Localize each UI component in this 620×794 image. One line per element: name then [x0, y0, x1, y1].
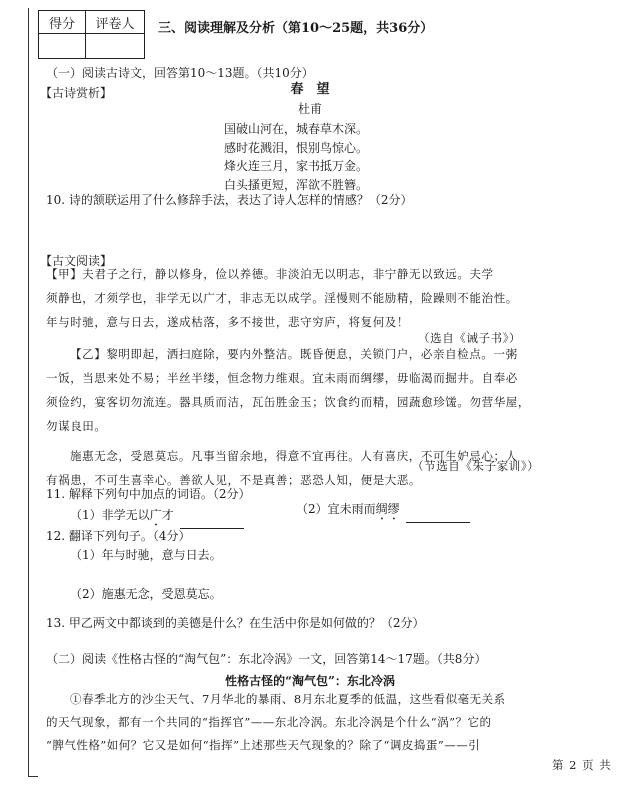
- paragraph-line: 的天气现象，都有一个共同的“指挥官”——东北冷涡。东北冷涡是个什么“涡”？它的: [46, 715, 492, 729]
- q11-item-2-prefix: （2）宜未雨而: [296, 502, 376, 516]
- passage-line: 一饭，当思来处不易；半丝半缕，恒念物力维艰。宜未雨而绸缪，毋临渴而掘井。自奉必: [46, 371, 518, 385]
- passage-line: 【甲】夫君子之行，静以修身，俭以养德。非淡泊无以明志，非宁静无以致远。夫学: [46, 267, 494, 281]
- poem-line: 白头搔更短，浑欲不胜簪。: [224, 177, 369, 192]
- q11-item-2-blank[interactable]: [406, 521, 470, 523]
- grader-cell[interactable]: [86, 34, 145, 59]
- score-label: 得分: [39, 11, 86, 34]
- passage-jia: [46, 262, 518, 334]
- left-margin-line: [28, 8, 29, 776]
- part2-title: 性格古怪的“淘气包”：东北冷涡: [225, 674, 395, 688]
- passage-line: 年与时驰，意与日去，遂成枯落，多不接世，悲守穷庐，将复何及！: [46, 315, 409, 329]
- question-10: 10. 诗的颔联运用了什么修辞手法，表达了诗人怎样的情感？（2分）: [46, 193, 413, 207]
- q11-item-1-prefix: （1）非学无以: [70, 508, 150, 522]
- score-cell[interactable]: [39, 34, 86, 59]
- q11-item-1-suffix: 才: [161, 508, 174, 522]
- jia-source: （选自《诫子书》）: [418, 331, 522, 345]
- q12-sentence-1: （1）年与时驰，意与日去。: [70, 548, 222, 562]
- q12-sentence-2: （2）施惠无念，受恩莫忘。: [70, 587, 222, 601]
- passage-line: 有祸患，不可生喜幸心。善欲人见，不是真善；恶恐人知，便是大恶。: [46, 473, 422, 487]
- page-footer: 第 2 页 共: [552, 758, 612, 772]
- passage-line: 施惠无念，受恩莫忘。凡事当留余地，得意不宜再往。人有喜庆，不可生妒忌心；人: [70, 449, 518, 463]
- poem-lines: [224, 120, 368, 194]
- poem-line: 烽火连三月，家书抵万金。: [224, 159, 369, 173]
- corner-mark: [28, 776, 38, 777]
- paragraph-line: “脾气性格”如何？它又是如何“指挥”上述那些天气现象的？除了“调皮捣蛋”——引: [46, 738, 481, 752]
- question-11: 11. 解释下列句中加点的词语。（2分）: [46, 487, 251, 501]
- poem-tag: 【古诗赏析】: [40, 86, 113, 100]
- poem-line: 国破山河在，城春草木深。: [224, 122, 369, 136]
- grader-label: 评卷人: [86, 11, 145, 34]
- yi-source: （节选自《朱子家训》）: [412, 459, 540, 473]
- poem-title: 春 望: [290, 82, 330, 97]
- q11-item-1-keyword: 广: [149, 508, 162, 522]
- part1-intro: （一）阅读古诗文，回答第10～13题。（共10分）: [46, 66, 314, 80]
- section-title: 三、阅读理解及分析（第10～25题，共36分）: [158, 21, 434, 36]
- poem-line: 感时花溅泪，恨别鸟惊心。: [224, 140, 369, 155]
- poem-author: 杜甫: [297, 102, 322, 116]
- q11-item-2: [296, 500, 470, 523]
- passage-line: 须俭约，宴客切勿流连。器具质而洁，瓦缶胜金玉；饮食约而精，园蔬愈珍馐。勿营华屋，: [46, 395, 530, 409]
- passage-line: 【乙】黎明即起，洒扫庭除，要内外整洁。既昏便息，关锁门户，必亲自检点。一粥: [70, 347, 518, 361]
- score-table: [38, 10, 145, 59]
- q11-item-1: [70, 506, 244, 529]
- q11-item-2-keyword: 绸缪: [375, 502, 400, 516]
- part2-paragraph: [46, 688, 506, 757]
- passage-line: 勿谋良田。: [46, 419, 107, 433]
- classical-tag: 【古文阅读】: [40, 254, 113, 268]
- part2-intro: （二）阅读《性格古怪的“淘气包”：东北冷涡》一文，回答第14～17题。（共8分）: [46, 652, 487, 666]
- passage-line: 须静也，才须学也，非学无以广才，非志无以成学。淫慢则不能励精，险躁则不能治性。: [46, 291, 518, 305]
- question-13: 13. 甲乙两文中都谈到的美德是什么？在生活中你是如何做的？（2分）: [46, 616, 425, 630]
- question-12: 12. 翻译下列句子。（4分）: [46, 529, 191, 543]
- paragraph-line: ①春季北方的沙尘天气、7月华北的暴雨、8月东北夏季的低温，这些看似毫无关系: [70, 692, 506, 706]
